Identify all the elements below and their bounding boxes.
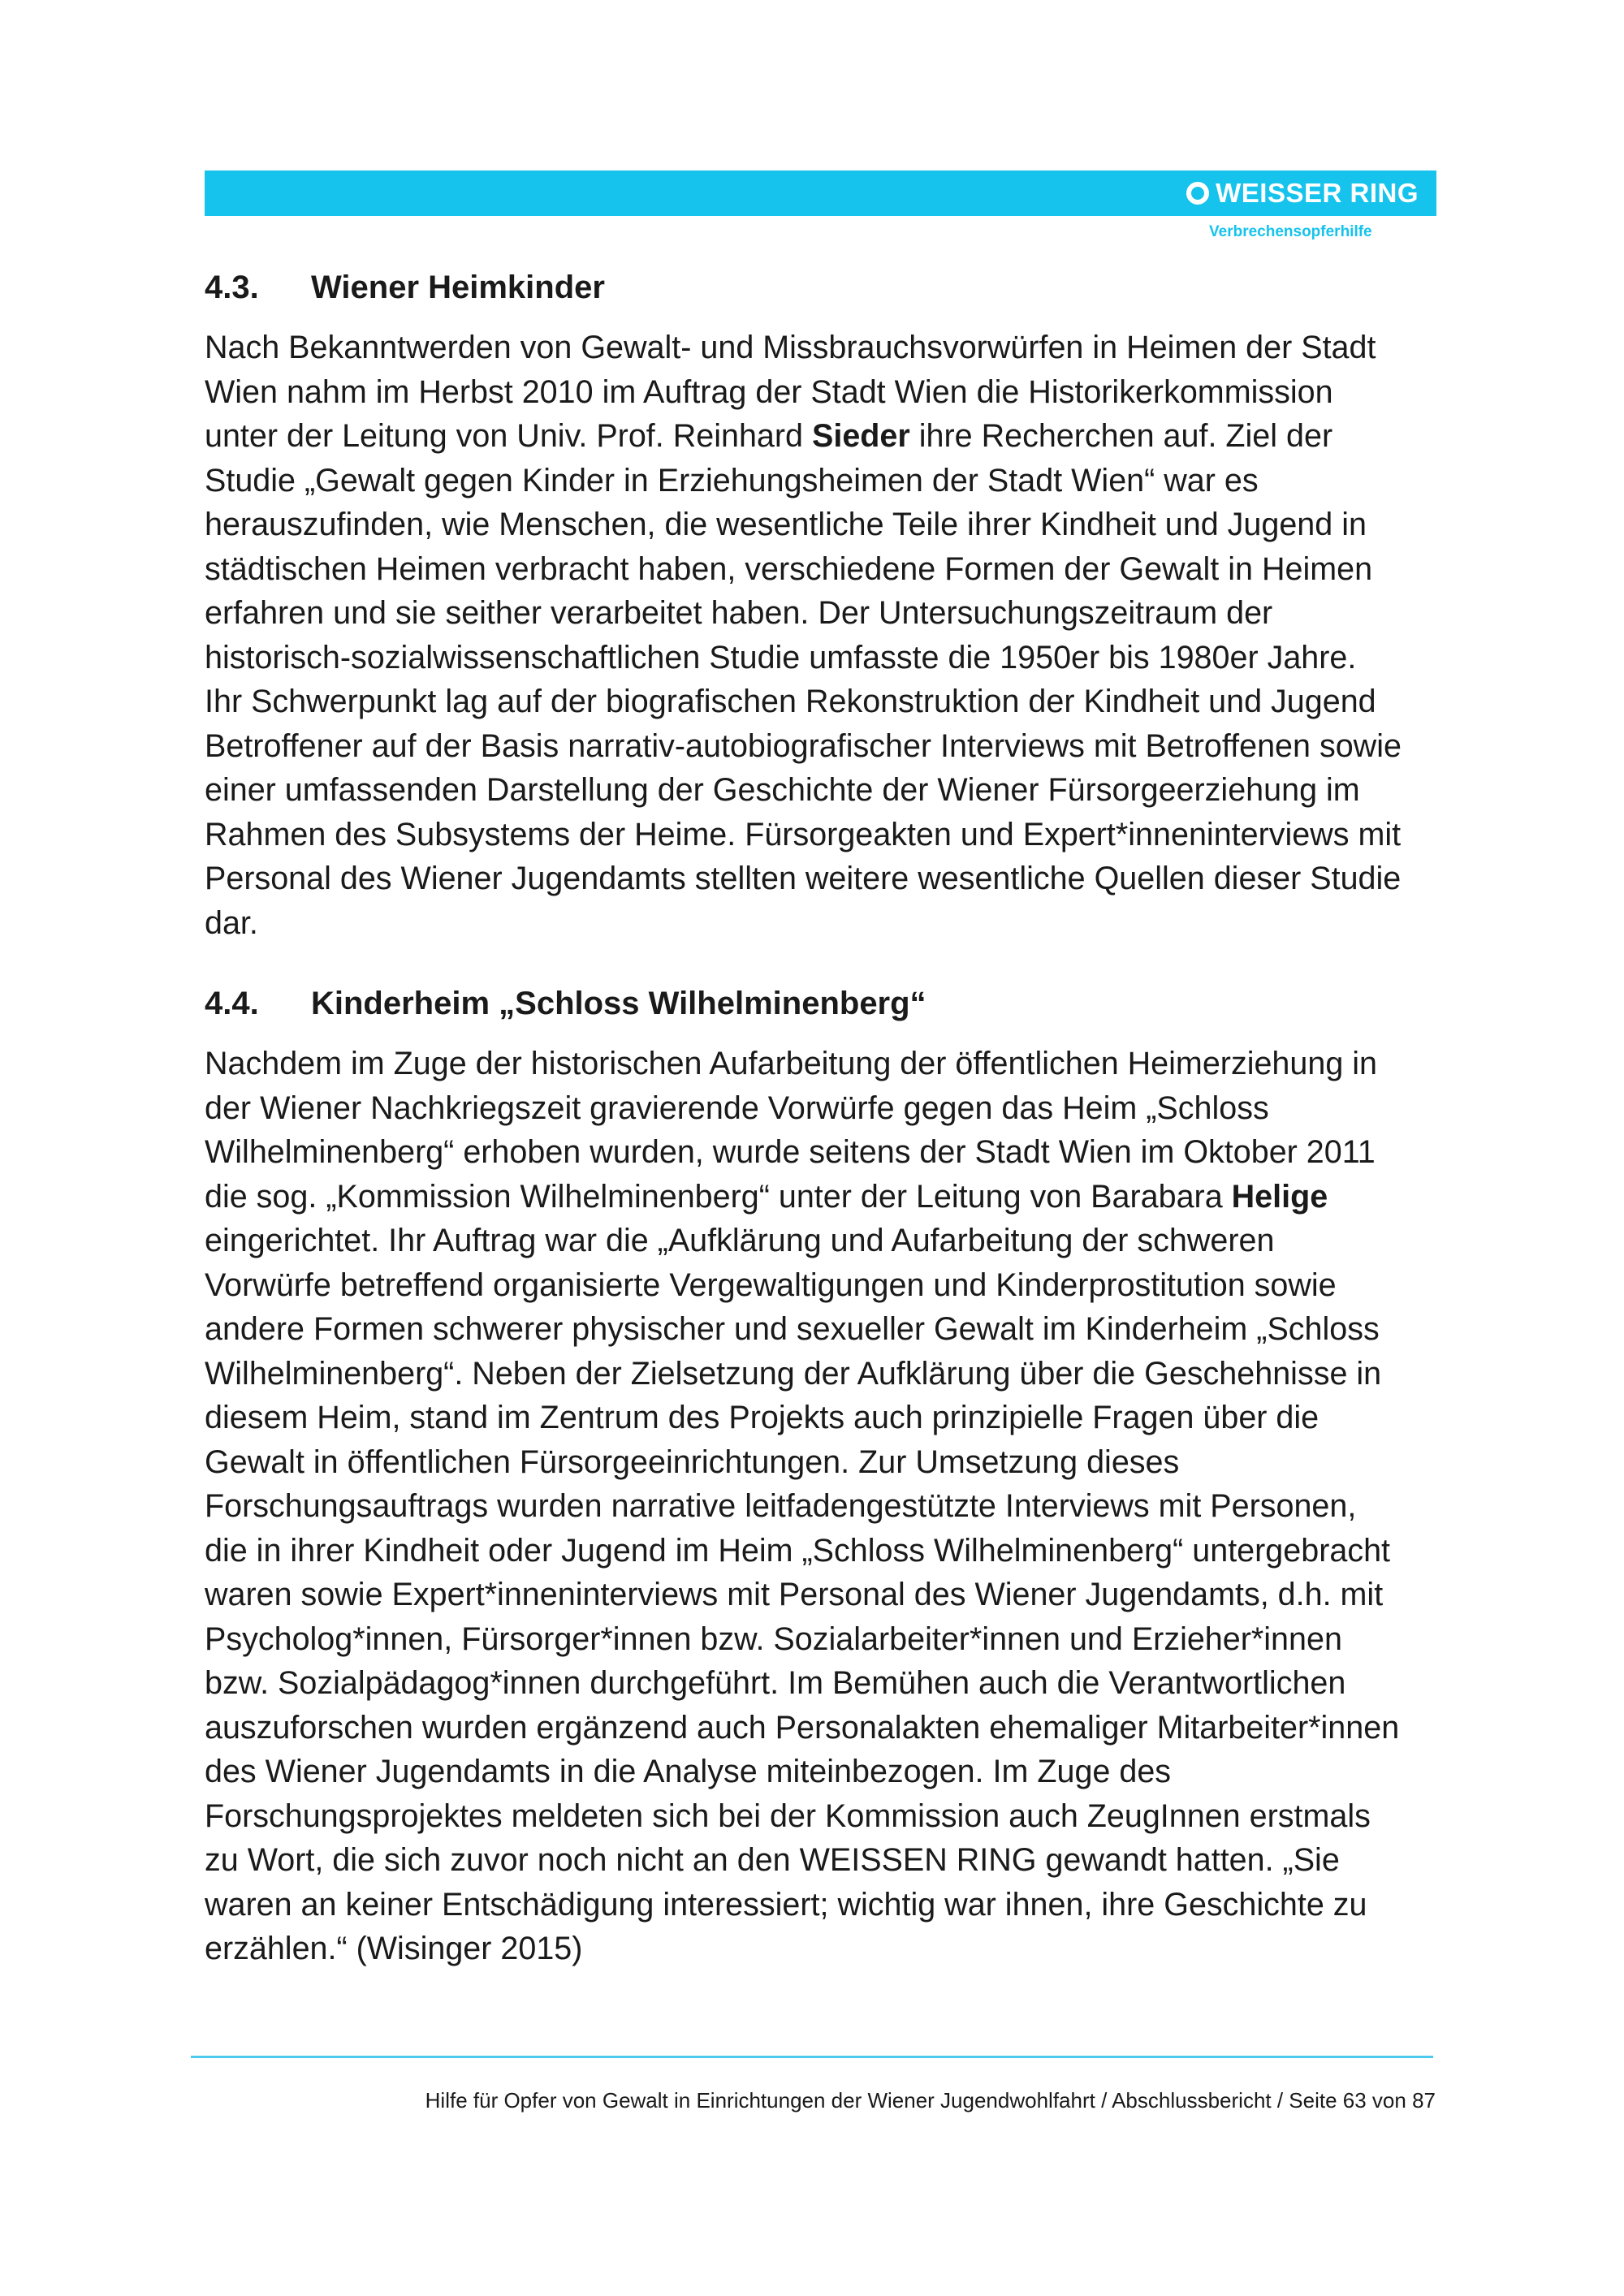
text-line: die sog. „Kommission Wilhelminenberg“ unter der Leitung von Barabara — [205, 1178, 1232, 1215]
section-title: Wiener Heimkinder — [311, 270, 605, 305]
ring-icon — [1186, 182, 1209, 205]
text-line: unter der Leitung von Univ. Prof. Reinhard — [205, 418, 812, 454]
text-line: des Wiener Jugendamts in die Analyse miteinbezogen. Im Zuge des — [205, 1754, 1172, 1789]
text-line: ihre Recherchen auf. Ziel der — [909, 418, 1333, 454]
text-line: erzählen.“ (Wisinger 2015) — [205, 1931, 583, 1966]
weisser-ring-logo — [1186, 175, 1419, 211]
text-line: Forschungsprojektes meldeten sich bei der Kommission auch ZeugInnen erstmals — [205, 1798, 1371, 1834]
text-line: einer umfassenden Darstellung der Geschichte der Wiener Fürsorgeerziehung im — [205, 772, 1360, 808]
text-line: erfahren und sie seither verarbeitet haben. Der Untersuchungszeitraum der — [205, 595, 1273, 631]
text-line: dar. — [205, 904, 258, 941]
text-line: Studie „Gewalt gegen Kinder in Erziehungsheimen der Stadt Wien“ war es — [205, 462, 1259, 498]
text-line: städtischen Heimen verbracht haben, verschiedene Formen der Gewalt in Heimen — [205, 550, 1373, 587]
text-line: Wilhelminenberg“. Neben der Zielsetzung der Aufklärung über die Geschehnisse in — [205, 1355, 1382, 1392]
section-number: 4.4. — [205, 986, 259, 1021]
text-line: Wilhelminenberg“ erhoben wurden, wurde seitens der Stadt Wien im Oktober 2011 — [205, 1134, 1376, 1170]
section-title: Kinderheim „Schloss Wilhelminenberg“ — [311, 986, 926, 1021]
logo-tagline: Verbrechensopferhilfe — [1209, 223, 1372, 240]
header-bar — [205, 170, 1436, 216]
text-line: waren an keiner Entschädigung interessiert; wichtig war ihnen, ihre Geschichte zu — [205, 1886, 1367, 1923]
footer-divider — [191, 2056, 1433, 2058]
text-line: Betroffener auf der Basis narrativ-autobiografischer Interviews mit Betroffenen sowie — [205, 727, 1402, 764]
text-line: Nach Bekanntwerden von Gewalt- und Missbrauchsvorwürfen in Heimen der Stadt — [205, 330, 1376, 365]
text-line: Forschungsauftrags wurden narrative leitfadengestützte Interviews mit Personen, — [205, 1488, 1357, 1524]
section-number: 4.3. — [205, 270, 259, 305]
section-4-4-paragraph — [205, 1042, 1447, 1971]
text-line: eingerichtet. Ihr Auftrag war die „Aufklärung und Aufarbeitung der schweren — [205, 1223, 1275, 1258]
author-name-bold: Helige — [1231, 1178, 1328, 1215]
text-line: andere Formen schwerer physischer und sexueller Gewalt im Kinderheim „Schloss — [205, 1311, 1380, 1347]
document-body — [205, 265, 1447, 2008]
author-name-bold: Sieder — [812, 418, 910, 454]
text-line: Vorwürfe betreffend organisierte Vergewaltigungen und Kinderprostitution sowie — [205, 1267, 1337, 1303]
text-line: herauszufinden, wie Menschen, die wesentliche Teile ihrer Kindheit und Jugend in — [205, 507, 1367, 542]
text-line: waren sowie Expert*inneninterviews mit Personal des Wiener Jugendamts, d.h. mit — [205, 1577, 1384, 1612]
text-line: Personal des Wiener Jugendamts stellten weitere wesentliche Quellen dieser Studie — [205, 861, 1402, 896]
section-heading-4-4 — [205, 982, 1447, 1025]
page-footer: Hilfe für Opfer von Gewalt in Einrichtungen der Wiener Jugendwohlfahrt / Abschlussbericht / Seite 63 von 87 — [425, 2088, 1436, 2113]
text-line: bzw. Sozialpädagog*innen durchgeführt. Im Bemühen auch die Verantwortlichen — [205, 1665, 1346, 1701]
text-line: der Wiener Nachkriegszeit gravierende Vorwürfe gegen das Heim „Schloss — [205, 1090, 1269, 1126]
text-line: diesem Heim, stand im Zentrum des Projekts auch prinzipielle Fragen über die — [205, 1400, 1320, 1435]
text-line: historisch-sozialwissenschaftlichen Studie umfasste die 1950er bis 1980er Jahre. — [205, 639, 1357, 675]
logo-name: WEISSER RING — [1216, 178, 1419, 208]
text-line: zu Wort, die sich zuvor noch nicht an den WEISSEN RING gewandt hatten. „Sie — [205, 1842, 1340, 1878]
text-line: Wien nahm im Herbst 2010 im Auftrag der Stadt Wien die Historikerkommission — [205, 373, 1333, 410]
section-4-3-paragraph — [205, 326, 1447, 945]
text-line: Nachdem im Zuge der historischen Aufarbeitung der öffentlichen Heimerziehung in — [205, 1046, 1378, 1081]
text-line: Gewalt in öffentlichen Fürsorgeeinrichtungen. Zur Umsetzung dieses — [205, 1444, 1180, 1480]
text-line: auszuforschen wurden ergänzend auch Personalakten ehemaliger Mitarbeiter*innen — [205, 1709, 1400, 1746]
text-line: Psycholog*innen, Fürsorger*innen bzw. Sozialarbeiter*innen und Erzieher*innen — [205, 1621, 1342, 1657]
text-line: die in ihrer Kindheit oder Jugend im Heim „Schloss Wilhelminenberg“ untergebracht — [205, 1532, 1391, 1569]
section-heading-4-3 — [205, 265, 1447, 309]
text-line: Ihr Schwerpunkt lag auf der biografischen Rekonstruktion der Kindheit und Jugend — [205, 684, 1376, 719]
text-line: Rahmen des Subsystems der Heime. Fürsorgeakten und Expert*inneninterviews mit — [205, 816, 1402, 852]
